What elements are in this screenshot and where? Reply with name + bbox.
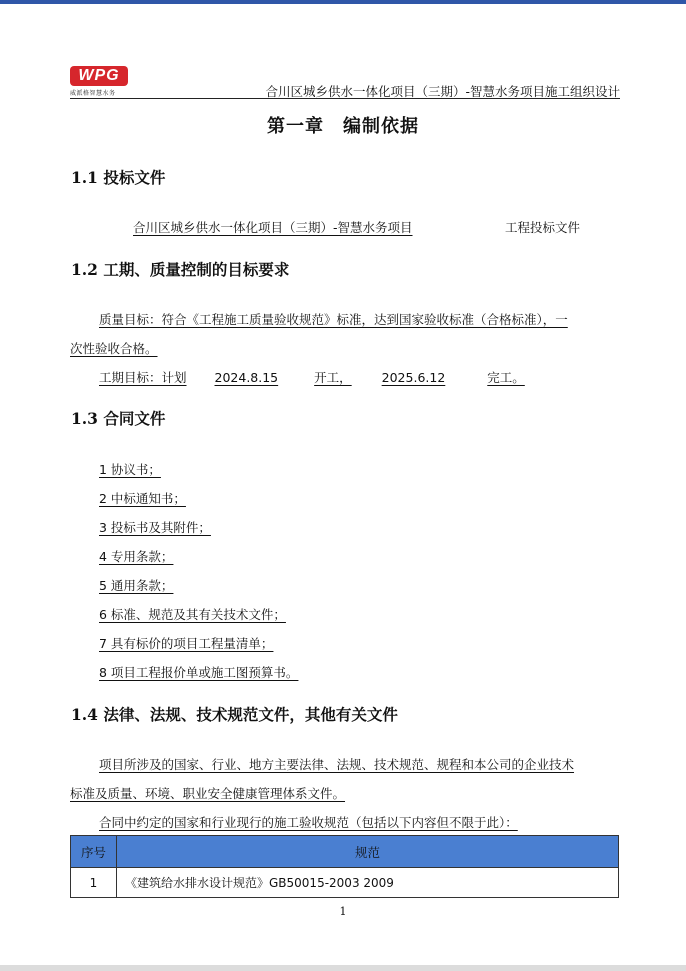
contract-item: 4 专用条款；	[99, 549, 174, 564]
standards-table	[70, 835, 619, 898]
section-heading-1-2: 1.2 工期、质量控制的目标要求	[71, 260, 290, 279]
contract-item: 6 标准、规范及其有关技术文件；	[99, 607, 286, 622]
row-number: 1	[71, 868, 117, 898]
table-header-row	[71, 836, 619, 868]
logo-subtitle: 威派格智慧水务	[70, 90, 116, 97]
contract-item: 3 投标书及其附件；	[99, 520, 211, 535]
laws-paragraph-line-2: 标准及质量、环境、职业安全健康管理体系文件。	[70, 786, 346, 801]
end-date: 2025.6.12	[381, 370, 446, 385]
page-number: 1	[339, 905, 347, 918]
contract-item: 7 具有标价的项目工程量清单；	[99, 636, 274, 651]
contract-item: 1 协议书；	[99, 462, 161, 477]
start-date: 2024.8.15	[214, 370, 279, 385]
header-divider	[70, 98, 620, 99]
project-name: 合川区城乡供水一体化项目（三期）-智慧水务项目	[133, 220, 413, 235]
chapter-title: 第一章 编制依据	[267, 116, 419, 137]
acceptance-standards-intro: 合同中约定的国家和行业现行的施工验收规范（包括以下内容但不限于此）：	[99, 815, 518, 830]
laws-paragraph-line-1: 项目所涉及的国家、行业、地方主要法律、法规、技术规范、规程和本公司的企业技术	[99, 757, 575, 772]
contract-item: 5 通用条款；	[99, 578, 174, 593]
section-heading-1-1: 1.1 投标文件	[71, 168, 166, 187]
quality-target-line-2: 次性验收合格。	[70, 341, 158, 356]
bid-document-line	[99, 218, 463, 236]
section-heading-1-3: 1.3 合同文件	[71, 409, 166, 428]
contract-item: 8 项目工程报价单或施工图预算书。	[99, 665, 299, 680]
company-logo	[70, 66, 128, 96]
top-accent-bar	[0, 0, 686, 4]
row-spec: 《建筑给水排水设计规范》GB50015-2003 2009	[117, 868, 619, 898]
bid-document-suffix: 工程投标文件	[505, 220, 581, 235]
schedule-target-line	[99, 368, 525, 386]
quality-target-line-1: 质量目标：符合《工程施工质量验收规范》标准，达到国家验收标准（合格标准），一	[99, 312, 568, 327]
column-header-spec: 规范	[117, 836, 619, 868]
document-header-title: 合川区城乡供水一体化项目（三期）-智慧水务项目施工组织设计	[265, 84, 620, 99]
contract-item: 2 中标通知书；	[99, 491, 186, 506]
column-header-number: 序号	[71, 836, 117, 868]
section-heading-1-4: 1.4 法律、法规、技术规范文件，其他有关文件	[71, 705, 398, 724]
bottom-bar	[0, 965, 686, 971]
schedule-prefix: 工期目标：计划	[99, 370, 187, 385]
logo-mark: WPG	[70, 66, 128, 86]
table-row	[71, 868, 619, 898]
start-word: 开工，	[314, 370, 352, 385]
end-word: 完工。	[487, 370, 525, 385]
